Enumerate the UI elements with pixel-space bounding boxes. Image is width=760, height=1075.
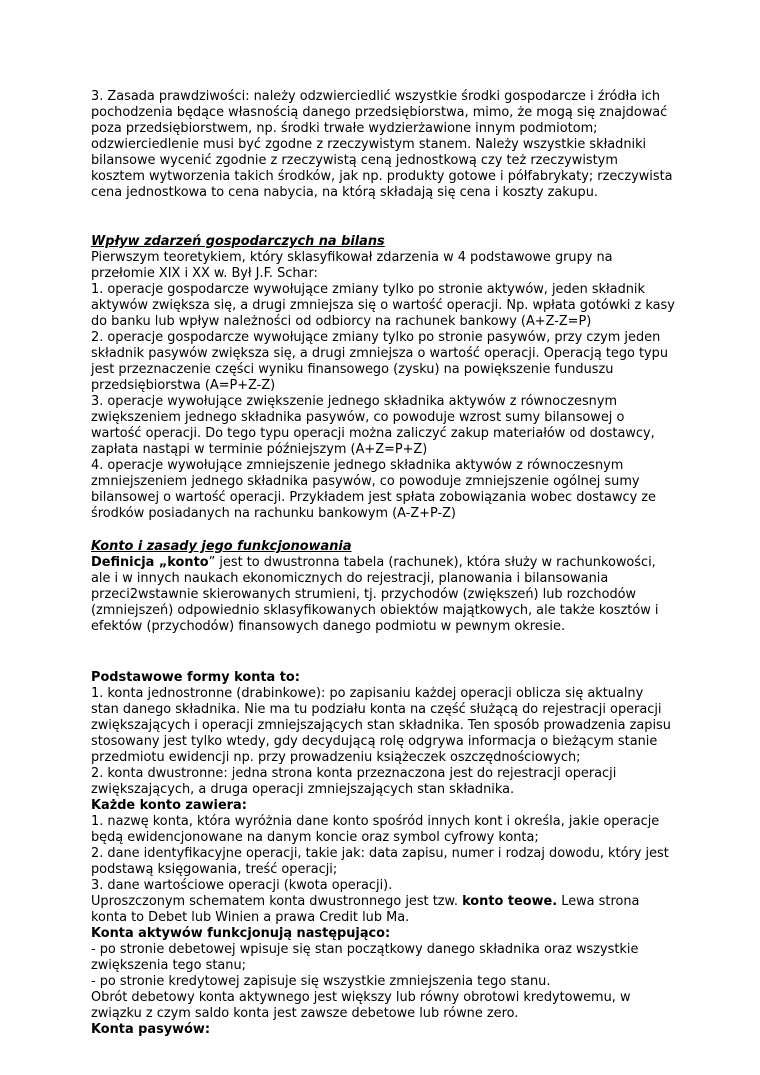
text-line: - po stronie debetowej wpisuje się stan początkowy danego składnika oraz wszystkie — [91, 942, 639, 957]
term-konto-teowe: konto teowe. — [462, 894, 558, 909]
text-line: 2. konta dwustronne: jedna strona konta przeznaczona jest do rejestracji operacji — [91, 766, 617, 781]
text-line: do banku lub wpływ należności od odbiorcy na rachunek bankowy (A+Z-Z=P) — [91, 314, 592, 329]
text-line: zwiększających i operacji zmniejszających stan składnika. Ten sposób prowadzenia zapisu — [91, 718, 671, 733]
text-line: zapłata nastąpi w terminie późniejszym (A+Z=P+Z) — [91, 442, 428, 457]
text-line: aktywów zwiększa się, a drugi zmniejsza się o wartość operacji. Np. wpłata gotówki z kasy — [91, 298, 675, 313]
text-line: 2. dane identyfikacyjne operacji, takie jak: data zapisu, numer i rodzaj dowodu, który jest — [91, 846, 669, 861]
text-line: przełomie XIX i XX w. Był J.F. Schar: — [91, 266, 318, 281]
text-line: bilansowej o wartość operacji. Przykładem jest spłata zobowiązania wobec dostawcy ze — [91, 490, 656, 505]
text-line: konta to Debet lub Winien a prawa Credit lub Ma. — [91, 910, 410, 925]
text-line: zwiększających, a druga operacji zmniejszających stan składnika. — [91, 782, 515, 797]
section-konto — [91, 539, 681, 635]
text-line: 1. konta jednostronne (drabinkowe): po zapisaniu każdej operacji oblicza się aktualny — [91, 686, 644, 701]
text-line: będą ewidencjonowane na danym koncie oraz symbol cyfrowy konta; — [91, 830, 539, 845]
text-line: efektów (przychodów) finansowych danego podmiotu w pewnym okresie. — [91, 619, 566, 634]
text-line: podstawą księgowania, treść operacji; — [91, 862, 338, 877]
section-podstawowe-formy — [91, 670, 681, 1038]
definition-text: ” jest to dwustronna tabela (rachunek), która służy w rachunkowości, — [208, 555, 656, 570]
text-line: środków posiadanych na rachunku bankowym (A-Z+P-Z) — [91, 506, 456, 521]
text-line: zwiększeniem jednego składnika pasywów, co powoduje wzrost sumy bilansowej o — [91, 410, 625, 425]
text-run: Uproszczonym schematem konta dwustronnego jest tzw. — [91, 894, 463, 909]
text-line: jest przeznaczenie części wyniku finansowego (zysku) na powiększenie funduszu — [91, 362, 614, 377]
text-line — [91, 894, 681, 910]
definition-line — [91, 555, 681, 571]
subheading: Każde konto zawiera: — [91, 798, 247, 813]
text-line: bilansowe wycenić zgodnie z rzeczywistą ceną jednostkową czy też rzeczywistym — [91, 153, 618, 168]
text-line: 3. operacje wywołujące zwiększenie jednego składnika aktywów z równoczesnym — [91, 394, 618, 409]
text-line: poza przedsiębiorstwem, np. środki trwałe wydzierżawione innym podmiotom; — [91, 121, 598, 136]
subheading: Konta pasywów: — [91, 1022, 210, 1037]
section-heading: Konto i zasady jego funkcjonowania — [91, 539, 352, 554]
document-page — [91, 89, 681, 1038]
text-line: Obrót debetowy konta aktywnego jest większy lub równy obrotowi kredytowemu, w — [91, 990, 631, 1005]
subheading: Konta aktywów funkcjonują następująco: — [91, 926, 391, 941]
paragraph-zasada-prawdziwosci — [91, 89, 681, 201]
text-line: kosztem wytworzenia takich środków, jak np. produkty gotowe i półfabrykaty; rzeczywista — [91, 169, 673, 184]
section-wplyw-zdarzen — [91, 234, 681, 522]
text-line: Pierwszym teoretykiem, który sklasyfikował zdarzenia w 4 podstawowe grupy na — [91, 250, 613, 265]
text-line: wartość operacji. Do tego typu operacji można zaliczyć zakup materiałów od dostawcy, — [91, 426, 655, 441]
text-line: cena jednostkowa to cena nabycia, na którą składają się cena i koszty zakupu. — [91, 185, 598, 200]
text-line: przedmiotu ewidencji np. przy prowadzeniu książeczek oszczędnościowych; — [91, 750, 581, 765]
text-line: zwiększenia tego stanu; — [91, 958, 246, 973]
text-line: przeci2wstawnie skierowanych strumieni, tj. przychodów (zwiększeń) lub rozchodów — [91, 587, 637, 602]
text-line: (zmniejszeń) odpowiednio sklasyfikowanych obiektów majątkowych, ale także kosztów i — [91, 603, 659, 618]
text-run: Lewa strona — [557, 894, 640, 909]
text-line: pochodzenia będące własnością danego przedsiębiorstwa, mimo, że mogą się znajdować — [91, 105, 668, 120]
text-line: - po stronie kredytowej zapisuje się wszystkie zmniejszenia tego stanu. — [91, 974, 551, 989]
subheading: Podstawowe formy konta to: — [91, 670, 300, 685]
text-line: odzwierciedlenie musi być zgodne z rzeczywistym stanem. Należy wszystkie składniki — [91, 137, 647, 152]
text-line: 2. operacje gospodarcze wywołujące zmiany tylko po stronie pasywów, przy czym jeden — [91, 330, 661, 345]
text-line: 1. nazwę konta, która wyróżnia dane konto spośród innych kont i określa, jakie operacje — [91, 814, 660, 829]
text-line: związku z czym saldo konta jest zawsze debetowe lub równe zero. — [91, 1006, 519, 1021]
text-line: przedsiębiorstwa (A=P+Z-Z) — [91, 378, 276, 393]
text-line: 4. operacje wywołujące zmniejszenie jednego składnika aktywów z równoczesnym — [91, 458, 624, 473]
text-line: 1. operacje gospodarcze wywołujące zmiany tylko po stronie aktywów, jeden składnik — [91, 282, 645, 297]
text-line: składnik pasywów zwiększa się, a drugi zmniejsza o wartość operacji. Operacją tego typu — [91, 346, 669, 361]
text-line: zmniejszeniem jednego składnika pasywów, co powoduje zmniejszenie ogólnej sumy — [91, 474, 640, 489]
section-heading: Wpływ zdarzeń gospodarczych na bilans — [91, 234, 385, 249]
text-line: stosowany jest tylko wtedy, gdy decydującą rolę odgrywa informacja o bieżącym stanie — [91, 734, 658, 749]
text-line: 3. Zasada prawdziwości: należy odzwierciedlić wszystkie środki gospodarcze i źródła ich — [91, 89, 661, 104]
definition-term: Definicja „konto — [91, 555, 209, 570]
text-line: ale i w innych naukach ekonomicznych do rejestracji, planowania i bilansowania — [91, 571, 609, 586]
text-line: 3. dane wartościowe operacji (kwota operacji). — [91, 878, 393, 893]
text-line: stan danego składnika. Nie ma tu podziału konta na część służącą do rejestracji operacji — [91, 702, 662, 717]
